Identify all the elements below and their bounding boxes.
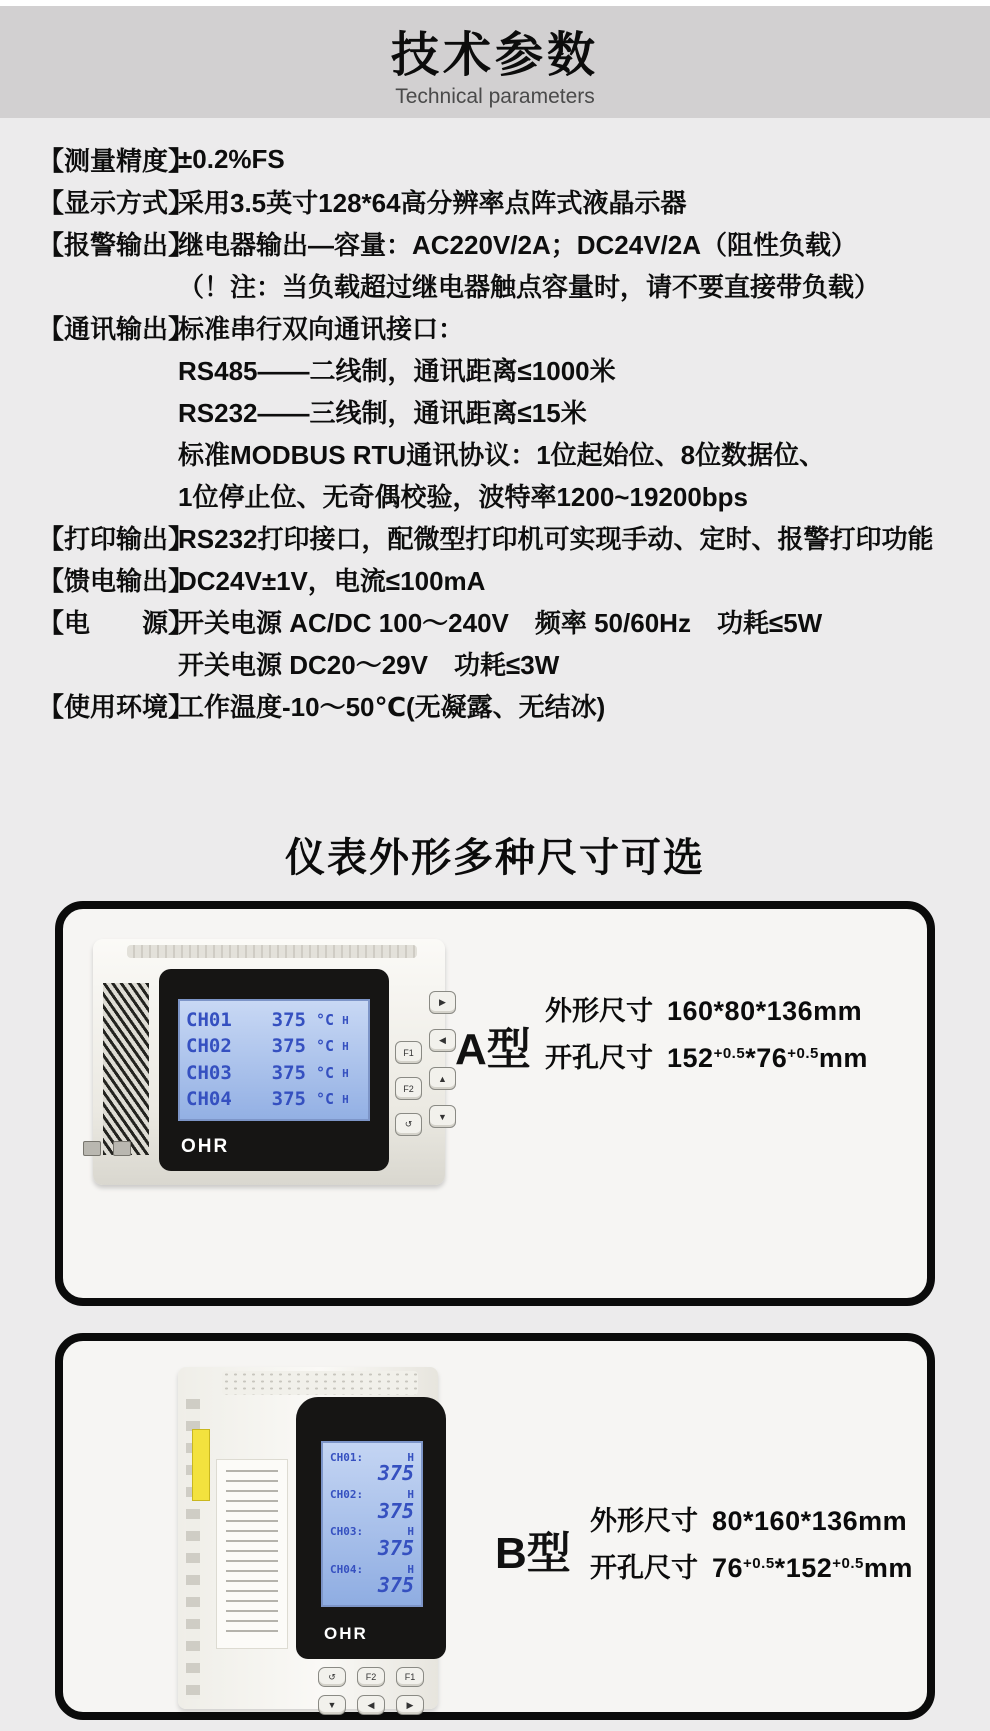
instrument-a-top-ridges <box>127 945 417 958</box>
spec-row <box>38 180 973 222</box>
lcd-channel: CH01 <box>186 1008 232 1031</box>
cutout-tolerance-2: +0.5 <box>832 1555 864 1572</box>
lcd-flag: H <box>342 1013 349 1027</box>
ohr-logo: OHR <box>181 1136 230 1157</box>
instrument-a-case <box>93 939 445 1185</box>
instrument-b-image <box>158 1349 458 1711</box>
cutout-tolerance-1: +0.5 <box>713 1045 746 1062</box>
cutout-v2: 152 <box>785 1553 833 1583</box>
instrument-b-lcd <box>321 1441 423 1607</box>
model-b-dimensions <box>590 1499 913 1593</box>
spec-text: RS232——三线制，通讯距离≤15米 <box>178 397 587 428</box>
return-button: ↺ <box>318 1667 346 1687</box>
cutout-size-row <box>590 1546 913 1593</box>
spec-row <box>38 390 973 432</box>
cutout-size-label: 开孔尺寸 <box>545 1043 653 1073</box>
spec-row <box>38 432 973 474</box>
spec-label: 【报警输出】 <box>38 229 195 260</box>
outline-size-value: 80*160*136mm <box>712 1506 908 1536</box>
cutout-tolerance-2: +0.5 <box>787 1045 819 1062</box>
cutout-separator: * <box>774 1553 786 1583</box>
spec-label: 【显示方式】 <box>38 187 195 218</box>
terminal-screw <box>83 1141 101 1156</box>
lcd-channel-block <box>330 1564 414 1597</box>
lcd-channel: CH01: <box>330 1450 364 1464</box>
outline-size-row <box>545 989 868 1036</box>
lcd-value: 375 <box>377 1573 414 1598</box>
spec-text: 开关电源 DC20～29V 功耗≤3W <box>178 649 560 680</box>
lcd-row <box>186 1061 362 1084</box>
model-b-label: B型 <box>495 1529 571 1578</box>
spec-row <box>38 138 973 180</box>
cutout-size-label: 开孔尺寸 <box>590 1553 698 1583</box>
page-title: 技术参数 <box>390 29 599 82</box>
cutout-size-value <box>667 1043 868 1074</box>
instrument-a-image <box>81 921 456 1199</box>
spec-row <box>38 474 973 516</box>
arrow-button-column <box>429 991 456 1128</box>
return-button: ↺ <box>395 1113 422 1136</box>
right-arrow-button: ▶ <box>396 1695 424 1715</box>
lcd-unit: °C <box>316 1090 335 1109</box>
lcd-row <box>186 1008 362 1031</box>
lcd-channel-block <box>330 1452 414 1485</box>
lcd-unit: °C <box>316 1010 335 1029</box>
spec-row <box>38 642 973 684</box>
f1-button: F1 <box>395 1041 422 1064</box>
f2-button: F2 <box>357 1667 385 1687</box>
lcd-value: 375 <box>377 1498 414 1523</box>
spec-label: 【电 源】 <box>38 607 195 638</box>
down-arrow-button: ▼ <box>318 1695 346 1715</box>
cutout-size-value <box>712 1553 913 1584</box>
lcd-channel: CH03 <box>186 1061 232 1084</box>
spec-text: 继电器输出—容量：AC220V/2A；DC24V/2A（阻性负载） <box>178 229 858 260</box>
right-arrow-button: ▶ <box>429 991 456 1014</box>
lcd-flag: H <box>342 1066 349 1080</box>
terminal-screws <box>83 1141 131 1156</box>
cutout-unit: mm <box>863 1553 913 1583</box>
lcd-channel: CH03: <box>330 1525 364 1539</box>
left-arrow-button: ◀ <box>357 1695 385 1715</box>
page-subtitle: Technical parameters <box>395 85 595 108</box>
spec-row <box>38 348 973 390</box>
spec-label: 【打印输出】 <box>38 523 195 554</box>
instrument-b-yellow-label <box>192 1429 210 1501</box>
header-band <box>0 6 990 118</box>
instrument-b-top-perforation <box>222 1371 418 1395</box>
spec-row <box>38 306 973 348</box>
spec-text: ±0.2%FS <box>178 143 285 174</box>
spec-list <box>38 138 973 726</box>
outline-size-label: 外形尺寸 <box>590 1506 698 1536</box>
outline-size-row <box>590 1499 913 1546</box>
cutout-v1: 76 <box>712 1553 744 1583</box>
section-title: 仪表外形多种尺寸可选 <box>285 836 705 880</box>
instrument-b-bezel <box>296 1397 446 1659</box>
lcd-flag: H <box>342 1040 349 1054</box>
lcd-flag: H <box>407 1488 414 1502</box>
lcd-value: 375 <box>377 1535 414 1560</box>
spec-text: 标准MODBUS RTU通讯协议：1位起始位、8位数据位、 <box>178 439 826 470</box>
instrument-a-vent-grille <box>103 983 149 1155</box>
lcd-flag: H <box>342 1093 349 1107</box>
instrument-b-side-label <box>216 1459 288 1649</box>
outline-size-label: 外形尺寸 <box>545 996 653 1026</box>
lcd-channel: CH02: <box>330 1488 364 1502</box>
spec-row <box>38 516 973 558</box>
lcd-value: 375 <box>271 1061 306 1084</box>
cutout-unit: mm <box>818 1043 868 1073</box>
cutout-tolerance-1: +0.5 <box>743 1555 775 1572</box>
lcd-channel-block <box>330 1489 414 1522</box>
spec-row <box>38 684 973 726</box>
spec-label: 【测量精度】 <box>38 145 195 176</box>
lcd-flag: H <box>407 1450 414 1464</box>
function-button-column <box>395 1041 422 1136</box>
cutout-v2: 76 <box>756 1043 788 1073</box>
spec-text: （！注：当负载超过继电器触点容量时，请不要直接带负载） <box>178 271 881 302</box>
lcd-flag: H <box>407 1562 414 1576</box>
spec-row <box>38 600 973 642</box>
keypad-row <box>318 1695 424 1715</box>
spec-label: 【通讯输出】 <box>38 313 195 344</box>
f2-button: F2 <box>395 1077 422 1100</box>
lcd-unit: °C <box>316 1063 335 1082</box>
spec-text: 工作温度-10～50℃(无凝露、无结冰) <box>178 691 606 722</box>
down-arrow-button: ▼ <box>429 1105 456 1128</box>
f1-button: F1 <box>396 1667 424 1687</box>
lcd-channel: CH04: <box>330 1562 364 1576</box>
spec-text: 1位停止位、无奇偶校验，波特率1200~19200bps <box>178 481 749 512</box>
spec-row <box>38 558 973 600</box>
up-arrow-button: ▲ <box>429 1067 456 1090</box>
lcd-value: 375 <box>271 1008 306 1031</box>
instrument-b-keypad <box>296 1667 446 1715</box>
keypad-row <box>318 1667 424 1687</box>
lcd-channel: CH04 <box>186 1088 232 1111</box>
lcd-channel-block <box>330 1526 414 1559</box>
lcd-value: 375 <box>377 1461 414 1486</box>
lcd-row <box>186 1037 362 1056</box>
cutout-separator: * <box>745 1043 757 1073</box>
cutout-v1: 152 <box>667 1043 714 1073</box>
spec-row <box>38 222 973 264</box>
model-a-label: A型 <box>455 1025 531 1074</box>
instrument-b-case <box>178 1367 438 1709</box>
spec-label: 【馈电输出】 <box>38 565 195 596</box>
lcd-channel: CH02 <box>186 1035 232 1058</box>
lcd-value: 375 <box>271 1088 306 1111</box>
ohr-logo: OHR <box>324 1624 368 1643</box>
side-label-text-lines <box>226 1470 278 1638</box>
spec-text: RS485——二线制，通讯距离≤1000米 <box>178 355 616 386</box>
card-model-a <box>55 901 935 1306</box>
lcd-row <box>186 1090 362 1109</box>
spec-text: DC24V±1V，电流≤100mA <box>178 565 486 596</box>
card-model-b <box>55 1333 935 1720</box>
spec-label: 【使用环境】 <box>38 691 195 722</box>
cutout-size-row <box>545 1036 868 1083</box>
instrument-a-bezel <box>159 969 389 1171</box>
spec-text: 开关电源 AC/DC 100～240V 频率 50/60Hz 功耗≤5W <box>178 607 823 638</box>
terminal-screw <box>113 1141 131 1156</box>
spec-text: 标准串行双向通讯接口： <box>178 313 465 344</box>
lcd-unit: °C <box>316 1037 335 1056</box>
lcd-flag: H <box>407 1525 414 1539</box>
spec-text: RS232打印接口，配微型打印机可实现手动、定时、报警打印功能 <box>178 523 934 554</box>
left-arrow-button: ◀ <box>429 1029 456 1052</box>
instrument-a-lcd <box>178 999 370 1121</box>
spec-text: 采用3.5英寸128*64高分辨率点阵式液晶示器 <box>178 187 687 218</box>
model-a-dimensions <box>545 989 868 1083</box>
outline-size-value: 160*80*136mm <box>667 996 863 1026</box>
lcd-value: 375 <box>271 1035 306 1058</box>
spec-row <box>38 264 973 306</box>
